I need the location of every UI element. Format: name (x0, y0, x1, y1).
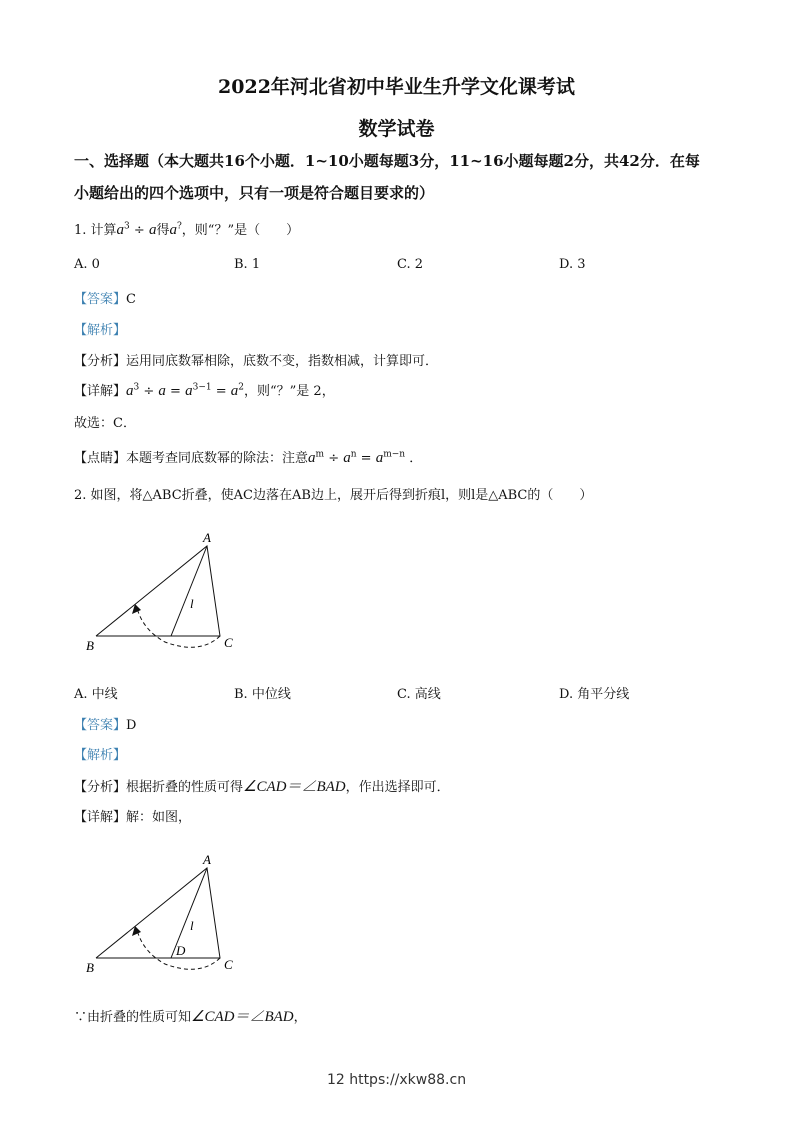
q2-detail: 【详解】解：如图， (74, 810, 192, 825)
q1-option-b: B. 1 (234, 257, 261, 272)
q1-detail: 【详解】$a^3 \div a = a^{3-1} = a^2$，则“？”是 2， (74, 382, 335, 399)
q1-choose: 故选：C． (74, 416, 136, 431)
q2-option-d: D. 角平分线 (559, 687, 630, 702)
label-d: D (176, 943, 186, 958)
fold-arc (137, 608, 220, 647)
q2-option-c: C. 高线 (397, 687, 441, 702)
fold-line-l (171, 546, 207, 636)
q2-option-b: B. 中位线 (234, 687, 291, 702)
page-footer: 12 https://xkw88.cn (326, 1072, 467, 1088)
label-b: B (86, 638, 94, 653)
q1-jiexi-label: 【解析】 (74, 323, 127, 338)
label-l: l (190, 918, 194, 933)
label-b: B (86, 960, 94, 975)
q1-option-d: D. 3 (559, 257, 586, 272)
section-heading-2: 小题给出的四个选项中，只有一项是符合题目要求的） (74, 184, 435, 202)
label-a: A (203, 530, 211, 545)
page-subtitle: 数学试卷 (358, 118, 435, 140)
label-a: A (203, 852, 211, 867)
page-title: 2022年河北省初中毕业生升学文化课考试 (218, 76, 575, 98)
figure-1 (86, 530, 233, 653)
q1-tip: 【点睛】本题考查同底数幂的除法：注意$a^m \div a^n = a^{m-n}$ ． (74, 449, 423, 466)
q1-stem: 1. 计算$a^3 \div a$得a?，则“？”是（ ） (74, 221, 300, 238)
q2-answer: 【答案】D (74, 718, 137, 733)
section-heading-1: 一、选择题（本大题共16个小题．1~10小题每题3分，11~16小题每题2分，共42分．在每 (74, 152, 700, 170)
q2-jiexi-label: 【解析】 (74, 748, 127, 763)
q2-because: ∵由折叠的性质可知∠CAD＝∠BAD， (74, 1009, 307, 1025)
label-l: l (190, 596, 194, 611)
q1-option-c: C. 2 (397, 257, 424, 272)
q1-analysis: 【分析】运用同底数幂相除，底数不变，指数相减，计算即可． (74, 354, 439, 369)
figure-2 (86, 852, 233, 975)
q2-analysis: 【分析】根据折叠的性质可得∠CAD＝∠BAD，作出选择即可． (74, 779, 450, 795)
label-c: C (224, 957, 233, 972)
q1-answer: 【答案】C (74, 292, 136, 307)
q2-stem: 2. 如图，将△ABC折叠，使AC边落在AB边上，展开后得到折痕l，则l是△ABC的（ ） (74, 488, 593, 503)
q1-option-a: A. 0 (74, 257, 100, 272)
label-c: C (224, 635, 233, 650)
q2-option-a: A. 中线 (74, 687, 118, 702)
